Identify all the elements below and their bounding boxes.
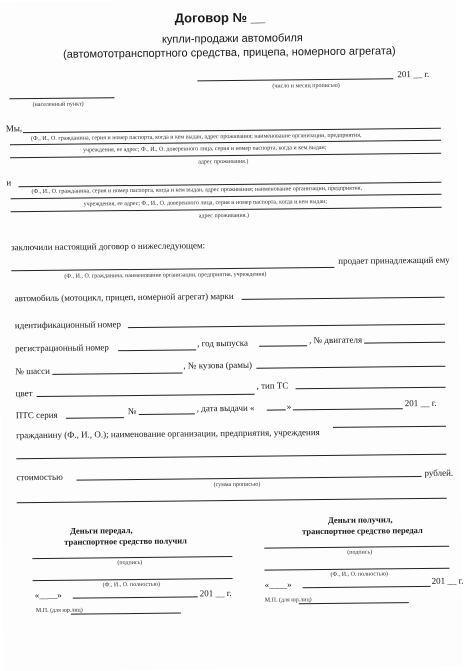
citizen-label: гражданину (Ф., И., О.); наименование организации, предприятия, учреждения [15,427,320,441]
right-head1: Деньги получил, [327,514,393,525]
color-label: цвет [15,388,33,399]
party2-hint2: учреждения, ее адрес; Ф., И., О. доверенного лица, серия и номер паспорта, когда и кем выдан; [83,198,328,208]
place-line[interactable] [10,97,115,99]
party1-hint: (Ф., И., О. гражданина, серия и номер паспорта, когда и кем выдан, адрес проживания; наименование организации, предприятия, [30,132,362,143]
right-date-open: «____» [264,579,292,590]
contract-title: Договор № __ [174,9,266,26]
left-sign-line[interactable] [32,556,232,559]
right-name-line[interactable] [264,568,449,571]
chassis-label: № шасси [15,365,51,377]
rub-label: рублей. [424,467,454,478]
party1-line[interactable] [23,128,441,133]
party1-hint2: учреждения, ее адрес; Ф., И., О. доверенного лица, серия и номер паспорта, когда и кем выдан; [83,144,327,154]
right-sign-line[interactable] [264,546,449,549]
right-mp-line[interactable] [299,602,409,604]
left-date-line[interactable] [73,596,198,598]
issued-month-line[interactable] [293,408,403,410]
left-head1: Деньги передал, [69,525,133,536]
pts-type-label: , тип ТС [256,380,289,391]
car-line[interactable] [242,297,445,300]
id-line[interactable] [128,324,445,328]
issued-day-line[interactable] [267,409,286,410]
party1-hint3: адрес проживания.) [198,158,249,166]
party2-line3[interactable] [11,207,442,213]
date-hint: (число и месяц прописью) [272,82,340,90]
left-date-year: 201 __ г. [199,587,232,599]
num-label: № [127,405,137,417]
issued-close: » [286,401,292,412]
right-date-line[interactable] [303,586,431,588]
left-mp-line[interactable] [71,613,181,615]
year-label: , год выпуска [197,337,249,349]
right-mp-label: М.П. (для юр.лиц) [264,597,312,604]
concluded-text: заключили настоящий договор о нижеследующем: [11,240,206,253]
pts-type-line[interactable] [296,387,446,390]
contract-subtitle: купли-продажи автомобиля [161,32,303,46]
party1-line3[interactable] [10,153,441,159]
party2-hint3: адрес проживания.) [198,212,250,220]
left-mp-label: М.П. (для юр.лиц) [35,607,83,615]
car-label: автомобиль (мотоцикл, прицеп, номерной агрегат) марки [14,290,234,304]
contract-subtitle-detail: (автомототранспортного средства, прицепа, номерного агрегата) [62,45,396,61]
body-line[interactable] [256,366,445,369]
price-hint: (сумма прописью) [213,481,261,489]
left-name-hint: (Ф., И., О. полностью) [102,581,161,589]
right-date-year: 201 __ г. [431,575,464,586]
chassis-line[interactable] [52,372,182,374]
reg-line[interactable] [118,349,196,351]
seller-line[interactable] [11,267,334,271]
num-line[interactable] [139,413,195,415]
year-line[interactable] [259,345,307,347]
engine-label: , № двигателя [309,334,363,346]
body-label: , № кузова (рамы) [183,359,253,371]
citizen-line2[interactable] [16,454,446,460]
left-head2: транспортное средство получил [64,535,187,547]
engine-line[interactable] [364,342,445,344]
pts-label: ПТС серия [15,409,58,421]
party1-label: Мы, [5,123,23,134]
id-label: идентификационный номер [14,319,122,331]
right-head2: транспортное средство передал [302,524,423,537]
left-sign-hint: (подпись) [117,559,143,567]
right-sign-hint: (подпись) [347,549,373,556]
party2-label: и [6,177,12,188]
issued-year: 201 __ г. [404,397,437,409]
color-line[interactable] [37,394,255,397]
date-line[interactable] [197,78,393,81]
pts-series-line[interactable] [66,417,124,419]
left-name-line[interactable] [33,578,233,581]
reg-label: регистрационный номер [15,342,109,354]
party2-hint: (Ф., И., О. гражданина, серия и номер паспорта, когда и кем выдан, адрес проживания; наименование организации, предприятия, [31,185,363,196]
right-name-hint: (Ф., И., О. полностью) [330,571,388,578]
place-hint: (населенный пункт) [32,101,84,109]
issued-label: , дата выдачи « [196,402,255,414]
citizen-line[interactable] [333,426,446,428]
seller-hint: (Ф., И., О. гражданина, наименование организации, предприятия, учреждения) [64,271,267,280]
price-line2[interactable] [17,498,447,504]
price-line[interactable] [77,476,422,481]
price-label: стоимостью [16,471,63,483]
sells-text: продает принадлежащий ему [338,254,450,266]
left-date-open: «____» [34,589,62,601]
year-suffix: 201 __ г. [397,68,430,80]
